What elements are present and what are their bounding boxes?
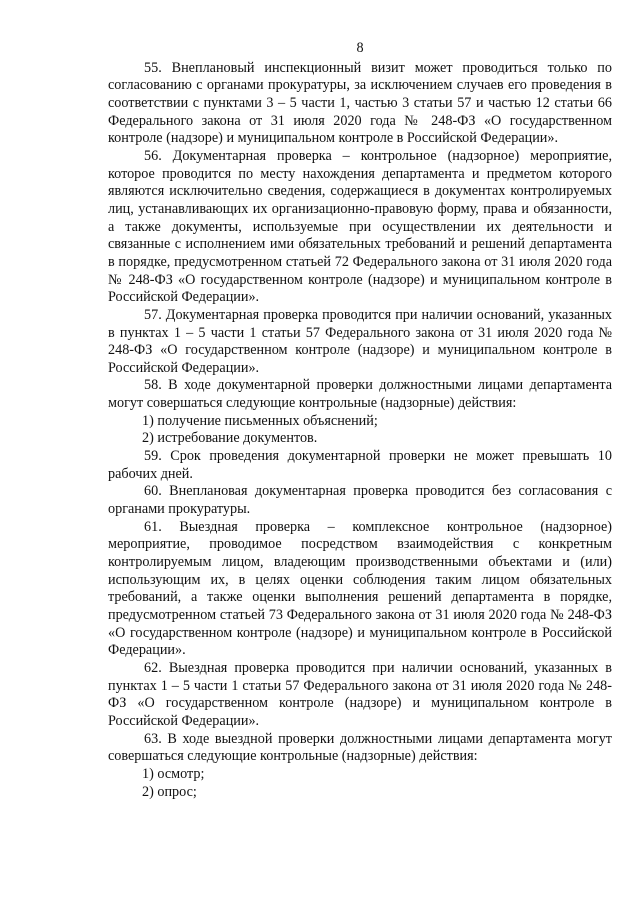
list-item-63-2: 2) опрос;: [142, 783, 197, 800]
list-item-58-1: 1) получение письменных объяснений;: [142, 412, 378, 429]
list-item-58-2: 2) истребование документов.: [142, 430, 318, 447]
list-item-63-1: 1) осмотр;: [142, 765, 205, 782]
paragraph-59: 59. Срок проведения документарной проверки не может превышать 10 рабочих дней.: [108, 448, 612, 482]
paragraph-58: 58. В ходе документарной проверки должностными лицами департамента могут совершаться следующие контрольные (надзорные) действия:: [108, 377, 612, 412]
page-number: 8: [356, 40, 364, 56]
paragraph-56: 56. Документарная проверка – контрольное (надзорное) мероприятие, которое проводится по месту нахождения департамента и предметом которого являются исключительно сведения, содержащиеся в документах контролируемых лиц, устанавливающих их организационно-правовую форму, права и обязанности, а также документы, используемые при осуществлении их деятельности и связанные с исполнением ими обязательных требований и решений департамента в порядке, предусмотренном статьей 72 Федерального закона от 31 июля 2020 года № 248-ФЗ «О государственном контроле (надзоре) и муниципальном контроле в Российской Федерации».: [108, 147, 612, 306]
paragraph-61: 61. Выездная проверка – комплексное контрольное (надзорное) мероприятие, проводимое посредством взаимодействия с конкретным контролируемым лицом, владеющим производственными объектами и (или) использующим их, в целях оценки соблюдения таким лицом обязательных требований, а также оценки выполнения решений департамента в порядке, предусмотренном статьей 73 Федерального закона от 31 июля 2020 года № 248-ФЗ «О государственном контроле (надзоре) и муниципальном контроле в Российской Федерации».: [108, 518, 612, 659]
paragraph-63: 63. В ходе выездной проверки должностными лицами департамента могут совершаться следующие контрольные (надзорные) действия:: [108, 730, 612, 765]
paragraph-60: 60. Внеплановая документарная проверка проводится без согласования с органами прокуратуры.: [108, 483, 612, 518]
paragraph-55: 55. Внеплановый инспекционный визит может проводиться только по согласованию с органами прокуратуры, за исключением случаев его проведения в соответствии с пунктами 3 – 5 части 1, частью 3 статьи 57 и частью 12 статьи 66 Федерального закона от 31 июля 2020 года № 248-ФЗ «О государственном контроле (надзоре) и муниципальном контроле в Российской Федерации».: [108, 59, 612, 147]
paragraph-62: 62. Выездная проверка проводится при наличии оснований, указанных в пунктах 1 – 5 части 1 статьи 57 Федерального закона от 31 июля 2020 года № 248-ФЗ «О государственном контроле (надзоре) и муниципальном контроле в Российской Федерации».: [108, 659, 612, 729]
paragraph-57: 57. Документарная проверка проводится при наличии оснований, указанных в пунктах 1 – 5 части 1 статьи 57 Федерального закона от 31 июля 2020 года № 248-ФЗ «О государственном контроле (надзоре) и муниципальном контроле в Российской Федерации».: [108, 306, 612, 376]
